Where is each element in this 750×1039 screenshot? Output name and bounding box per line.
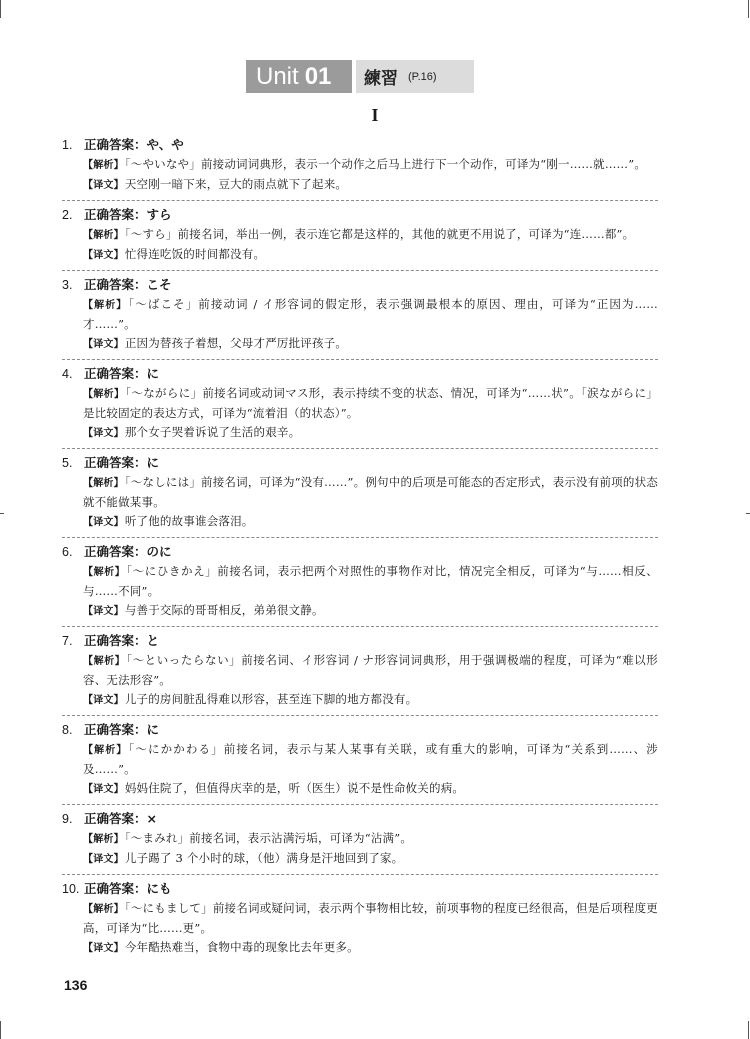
translation-tag: 【译文】 [83, 517, 124, 528]
translation [83, 938, 658, 958]
answer-line [62, 542, 658, 562]
translation-tag: 【译文】 [83, 339, 124, 350]
answer-line [62, 720, 658, 740]
explanation-tag: 【解析】 [83, 230, 124, 241]
section-title: 練習 [364, 69, 398, 89]
item-number: 7. [62, 634, 73, 648]
item-number: 9. [62, 812, 73, 826]
answer-line [62, 135, 658, 155]
crop-mark [746, 513, 750, 514]
explanation [83, 295, 658, 334]
translation-text: 忙得连吃饭的时间都没有。 [124, 247, 266, 261]
explanation-tag: 【解析】 [83, 745, 128, 756]
translation-text: 那个女子哭着诉说了生活的艰辛。 [124, 425, 301, 439]
translation [83, 690, 658, 710]
correct-answer: 正确答案：× [84, 811, 157, 826]
unit-number: 01 [304, 62, 332, 90]
translation [83, 849, 658, 869]
answer-item [62, 716, 658, 805]
translation [83, 512, 658, 532]
unit-word: Unit [256, 62, 299, 90]
answer-item [62, 805, 658, 875]
answer-item [62, 360, 658, 449]
item-number: 4. [62, 367, 73, 381]
answer-item [62, 627, 658, 716]
item-number: 1. [62, 138, 73, 152]
explanation-text: 「～やいなや」前接动词词典形，表示一个动作之后马上进行下一个动作，可译为“刚一……就……”。 [124, 157, 647, 171]
translation [83, 245, 658, 265]
translation-text: 儿子的房间脏乱得难以形容，甚至连下脚的地方都没有。 [124, 692, 418, 706]
explanation-tag: 【解析】 [83, 567, 126, 578]
item-number: 2. [62, 208, 73, 222]
correct-answer: 正确答案：や、や [84, 137, 184, 152]
answer-line [62, 275, 658, 295]
explanation [83, 225, 658, 245]
explanation-text: 「～ながらに」前接名词或动词マス形，表示持续不变的状态、情况，可译为“……状”。「涙ながらに」是比较固定的表达方式，可译为“流着泪（的状态）”。 [83, 386, 658, 420]
correct-answer: 正确答案：に [84, 455, 160, 470]
correct-answer: 正确答案：に [84, 722, 160, 737]
translation-text: 与善于交际的哥哥相反，弟弟很文静。 [124, 603, 324, 617]
page-reference: (P.16) [408, 70, 437, 83]
explanation-text: 「～ばこそ」前接动词 / イ形容词的假定形，表示强调最根本的原因、理由，可译为“正因为……才……”。 [83, 297, 658, 331]
explanation-tag: 【解析】 [83, 656, 126, 667]
explanation [83, 473, 658, 512]
translation-text: 妈妈住院了，但值得庆幸的是，听（医生）说不是性命攸关的病。 [124, 781, 465, 795]
explanation [83, 899, 658, 938]
explanation-tag: 【解析】 [83, 300, 128, 311]
page-number: 136 [64, 977, 88, 993]
section-numeral: I [371, 105, 379, 125]
translation [83, 175, 658, 195]
explanation-tag: 【解析】 [83, 160, 124, 171]
explanation [83, 562, 658, 601]
correct-answer: 正确答案：にも [84, 881, 172, 896]
translation-tag: 【译文】 [83, 695, 124, 706]
explanation [83, 651, 658, 690]
answer-line [62, 453, 658, 473]
correct-answer: 正确答案：と [84, 633, 160, 648]
crop-mark [748, 1021, 749, 1039]
translation-tag: 【译文】 [83, 784, 124, 795]
explanation-text: 「～なしには」前接名词，可译为“没有……”。例句中的后项是可能态的否定形式，表示没有前项的状态就不能做某事。 [83, 475, 658, 509]
item-number: 3. [62, 278, 73, 292]
section-label [356, 60, 474, 93]
translation-text: 正因为替孩子着想，父母才严厉批评孩子。 [124, 336, 348, 350]
translation [83, 601, 658, 621]
answer-item [62, 131, 658, 201]
crop-mark [0, 513, 4, 514]
explanation [83, 155, 658, 175]
answer-item [62, 271, 658, 360]
answer-item [62, 875, 658, 963]
correct-answer: 正确答案：に [84, 366, 160, 381]
translation [83, 423, 658, 443]
translation-text: 听了他的故事谁会落泪。 [124, 514, 254, 528]
answer-line [62, 205, 658, 225]
translation [83, 334, 658, 354]
answer-item [62, 538, 658, 627]
crop-mark [0, 0, 1, 18]
explanation-tag: 【解析】 [83, 904, 124, 915]
crop-mark [748, 0, 749, 18]
item-number: 10. [62, 882, 80, 896]
answer-line [62, 364, 658, 384]
explanation [83, 829, 658, 849]
answer-item [62, 449, 658, 538]
unit-label [246, 60, 352, 93]
explanation-text: 「～にかかわる」前接名词，表示与某人某事有关联，或有重大的影响，可译为“关系到……、涉及……”。 [83, 742, 658, 776]
item-number: 8. [62, 723, 73, 737]
translation-tag: 【译文】 [83, 943, 124, 954]
translation-tag: 【译文】 [83, 606, 124, 617]
translation-tag: 【译文】 [83, 854, 124, 865]
item-number: 5. [62, 456, 73, 470]
explanation-text: 「～すら」前接名词，举出一例，表示连它都是这样的，其他的就更不用说了，可译为“连……都”。 [124, 227, 635, 241]
correct-answer: 正确答案：すら [84, 207, 172, 222]
explanation-text: 「～まみれ」前接名词，表示沾满污垢，可译为“沾满”。 [124, 831, 413, 845]
translation-text: 儿子踢了 3 个小时的球，（他）满身是汗地回到了家。 [124, 851, 404, 865]
explanation-text: 「～といったらない」前接名词、イ形容词 / ナ形容词词典形，用于强调极端的程度，可译为“难以形容、无法形容”。 [83, 653, 658, 687]
answer-item [62, 201, 658, 271]
correct-answer: 正确答案：こそ [84, 277, 172, 292]
explanation-text: 「～にひきかえ」前接名词，表示把两个对照性的事物作对比，情况完全相反，可译为“与……相反、与……不同”。 [83, 564, 658, 598]
answer-line [62, 879, 658, 899]
explanation-text: 「～にもまして」前接名词或疑问词，表示两个事物相比较，前项事物的程度已经很高，但是后项程度更高，可译为“比……更”。 [83, 901, 658, 935]
translation [83, 779, 658, 799]
explanation [83, 384, 658, 423]
crop-mark [0, 1021, 1, 1039]
answer-line [62, 631, 658, 651]
explanation-tag: 【解析】 [83, 389, 125, 400]
translation-tag: 【译文】 [83, 180, 124, 191]
translation-tag: 【译文】 [83, 250, 124, 261]
explanation-tag: 【解析】 [83, 834, 124, 845]
answer-line [62, 809, 658, 829]
translation-text: 天空刚一暗下来，豆大的雨点就下了起来。 [124, 177, 348, 191]
unit-header [246, 60, 474, 93]
explanation [83, 740, 658, 779]
explanation-tag: 【解析】 [83, 478, 124, 489]
item-number: 6. [62, 545, 73, 559]
correct-answer: 正确答案：のに [84, 544, 172, 559]
translation-text: 今年酷热难当，食物中毒的现象比去年更多。 [124, 940, 359, 954]
answer-list [62, 131, 658, 963]
translation-tag: 【译文】 [83, 428, 124, 439]
